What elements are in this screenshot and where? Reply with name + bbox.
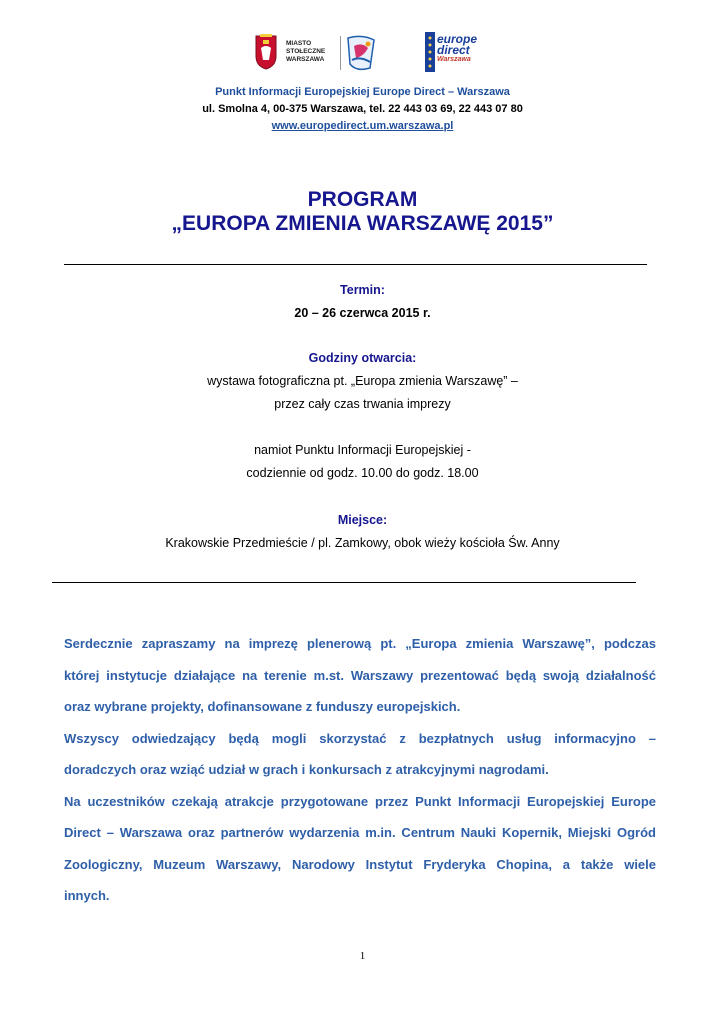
mermaid-badge-icon (344, 34, 380, 72)
org-name: Punkt Informacji Europejskiej Europe Direct – Warszawa (215, 86, 510, 98)
termin-value: 20 – 26 czerwca 2015 r. (294, 306, 431, 320)
invitation-paragraph (64, 628, 656, 912)
termin-label: Termin: (340, 283, 385, 297)
europe-direct-text (437, 34, 477, 56)
europe-direct-logo (425, 30, 505, 74)
place-value: Krakowskie Przedmieście / pl. Zamkowy, obok wieży kościoła Św. Anny (165, 536, 560, 550)
body-line: Wszyscy odwiedzający będą mogli skorzystać z bezpłatnych usług informacyjno – (64, 730, 656, 746)
europe-direct-word: europe (437, 32, 478, 46)
warsaw-logo-line: WARSZAWA (286, 56, 325, 63)
section-divider (52, 582, 636, 583)
warsaw-logo-line: MIASTO (286, 40, 312, 47)
warsaw-crest-icon (254, 34, 278, 70)
europe-direct-city: Warszawa (437, 56, 471, 63)
title-divider (64, 264, 647, 265)
body-line: Zoologiczny, Muzeum Warszawy, Narodowy Instytut Fryderyka Chopina, a także wiele (64, 856, 656, 872)
body-line: Direct – Warszawa oraz partnerów wydarzenia m.in. Centrum Nauki Kopernik, Miejski Ogród (64, 825, 656, 840)
program-heading: PROGRAM (307, 188, 418, 211)
event-title: „EUROPA ZMIENIA WARSZAWĘ 2015” (171, 212, 554, 235)
org-website-link[interactable]: www.europedirect.um.warszawa.pl (271, 120, 454, 132)
hours-line: wystawa fotograficzna pt. „Europa zmienia Warszawę” – (207, 374, 518, 388)
header-logos (0, 30, 725, 80)
hours-line: namiot Punktu Informacji Europejskiej - (254, 443, 471, 457)
body-line: której instytucje działające na terenie m.st. Warszawy prezentować będą swoją działalność (64, 667, 656, 683)
hours-line: przez cały czas trwania imprezy (274, 397, 451, 411)
body-line: innych. (64, 888, 110, 903)
warsaw-city-logo (254, 34, 334, 72)
body-line: Na uczestników czekają atrakcje przygotowane przez Punkt Informacji Europejskiej Europe (64, 793, 656, 809)
page-number: 1 (359, 950, 366, 962)
org-address: ul. Smolna 4, 00-375 Warszawa, tel. 22 443 03 69, 22 443 07 80 (202, 103, 523, 115)
warsaw-logo-line: STOŁECZNE (286, 48, 326, 55)
body-line: doradczych oraz wziąć udział w grach i konkursach z atrakcyjnymi nagrodami. (64, 762, 549, 777)
place-label: Miejsce: (337, 513, 388, 527)
body-line: Serdecznie zapraszamy na imprezę plenerową pt. „Europa zmienia Warszawę”, podczas (64, 636, 656, 651)
warsaw-logo-text (286, 40, 325, 64)
hours-line: codziennie od godz. 10.00 do godz. 18.00 (246, 466, 479, 480)
body-line: oraz wybrane projekty, dofinansowane z funduszy europejskich. (64, 699, 461, 714)
logo-divider (340, 36, 341, 70)
hours-label: Godziny otwarcia: (308, 351, 417, 365)
europe-direct-word: direct (437, 43, 470, 57)
